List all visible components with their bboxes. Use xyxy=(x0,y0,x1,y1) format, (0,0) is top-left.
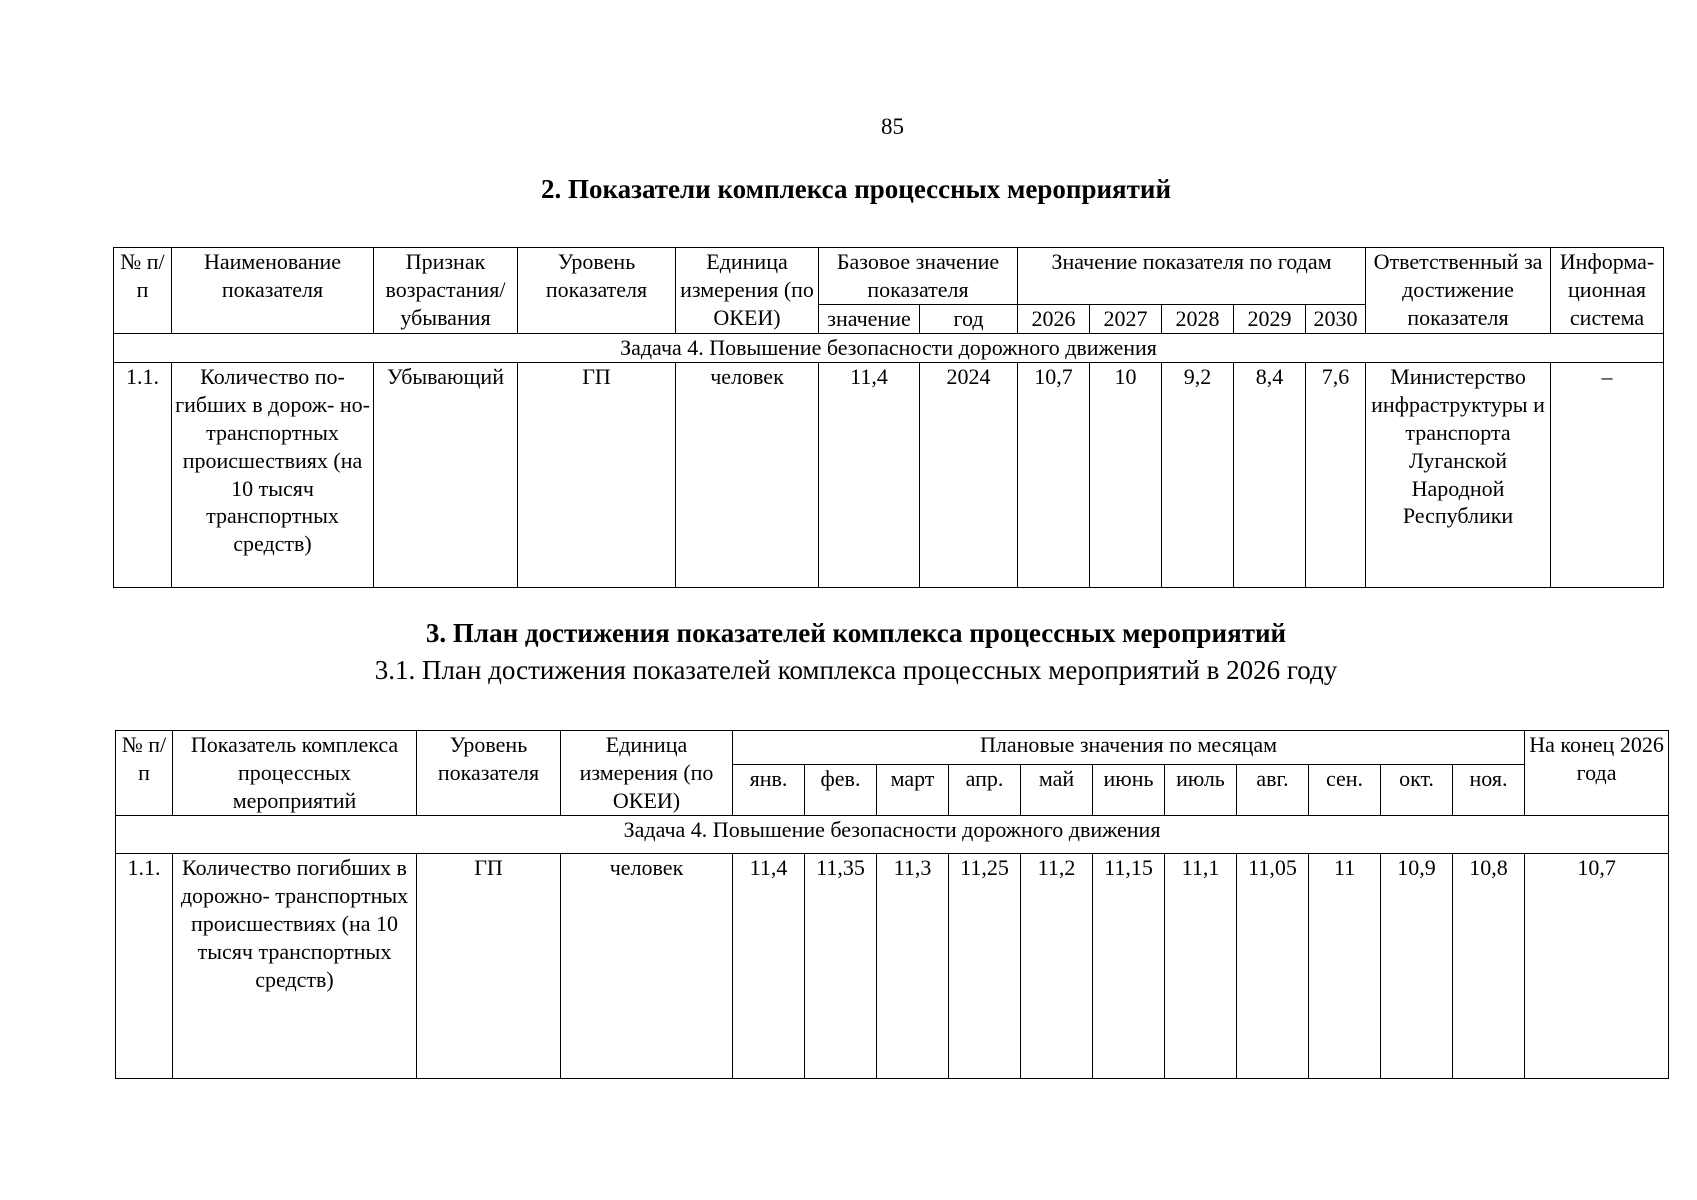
row-base-year: 2024 xyxy=(920,362,1018,587)
header-year: 2027 xyxy=(1090,304,1162,333)
row-num: 1.1. xyxy=(114,362,172,587)
header-level: Уровень показателя xyxy=(417,731,561,816)
task-row: Задача 4. Повышение безопасности дорожного движения xyxy=(114,333,1664,362)
row-year-value: 9,2 xyxy=(1162,362,1234,587)
indicators-table xyxy=(113,247,1664,588)
header-by-years: Значение показателя по годам xyxy=(1018,248,1366,305)
header-month: авг. xyxy=(1237,765,1309,815)
header-month: июль xyxy=(1165,765,1237,815)
header-num: № п/п xyxy=(114,248,172,334)
header-month: янв. xyxy=(733,765,805,815)
row-year-value: 10 xyxy=(1090,362,1162,587)
header-num: № п/п xyxy=(116,731,173,816)
header-month: ноя. xyxy=(1453,765,1525,815)
header-month: фев. xyxy=(805,765,877,815)
row-month-value: 11 xyxy=(1309,853,1381,1078)
row-month-value: 11,3 xyxy=(877,853,949,1078)
row-unit: человек xyxy=(561,853,733,1078)
header-month: сен. xyxy=(1309,765,1381,815)
header-month: март xyxy=(877,765,949,815)
header-year: 2028 xyxy=(1162,304,1234,333)
header-year: 2026 xyxy=(1018,304,1090,333)
header-month: май xyxy=(1021,765,1093,815)
header-month: апр. xyxy=(949,765,1021,815)
section2-title: 2. Показатели комплекса процессных мероприятий xyxy=(540,174,1172,204)
row-month-value: 11,25 xyxy=(949,853,1021,1078)
header-month: июнь xyxy=(1093,765,1165,815)
row-indicator-name: Количество погибших в дорожно- транспортных происшествиях (на 10 тысяч транспортных средств) xyxy=(173,853,417,1078)
row-year-value: 8,4 xyxy=(1234,362,1306,587)
row-year-value: 10,7 xyxy=(1018,362,1090,587)
task-row: Задача 4. Повышение безопасности дорожного движения xyxy=(116,815,1669,853)
row-unit: человек xyxy=(676,362,819,587)
header-name: Наименование показателя xyxy=(172,248,374,334)
page-number: 85 xyxy=(881,114,904,139)
row-trend: Убывающий xyxy=(374,362,518,587)
row-month-value: 11,35 xyxy=(805,853,877,1078)
plan-table xyxy=(115,730,1669,1079)
header-unit: Единица измерения (по ОКЕИ) xyxy=(561,731,733,816)
row-level: ГП xyxy=(518,362,676,587)
header-end: На конец 2026 года xyxy=(1525,731,1669,816)
row-info-system: – xyxy=(1551,362,1664,587)
header-base-year: год xyxy=(920,304,1018,333)
header-responsible: Ответственный за достижение показателя xyxy=(1366,248,1551,334)
row-month-value: 11,4 xyxy=(733,853,805,1078)
row-month-value: 11,15 xyxy=(1093,853,1165,1078)
section3-title: 3. План достижения показателей комплекса процессных мероприятий xyxy=(425,618,1287,648)
header-unit: Единица измерения (по ОКЕИ) xyxy=(676,248,819,334)
header-info-system: Информа- ционная система xyxy=(1551,248,1664,334)
row-num: 1.1. xyxy=(116,853,173,1078)
row-level: ГП xyxy=(417,853,561,1078)
header-year: 2030 xyxy=(1306,304,1366,333)
header-base-value: значение xyxy=(819,304,920,333)
section3-subtitle: 3.1. План достижения показателей комплекса процессных мероприятий в 2026 году xyxy=(374,655,1338,685)
row-month-value: 10,8 xyxy=(1453,853,1525,1078)
row-end-value: 10,7 xyxy=(1525,853,1669,1078)
header-base: Базовое значение показателя xyxy=(819,248,1018,305)
header-level: Уровень показателя xyxy=(518,248,676,334)
row-month-value: 11,2 xyxy=(1021,853,1093,1078)
header-trend: Признак возрастания/ убывания xyxy=(374,248,518,334)
row-month-value: 10,9 xyxy=(1381,853,1453,1078)
row-responsible: Министерство инфраструктуры и транспорта Луганской Народной Республики xyxy=(1366,362,1551,587)
header-year: 2029 xyxy=(1234,304,1306,333)
row-base-value: 11,4 xyxy=(819,362,920,587)
header-name: Показатель комплекса процессных мероприятий xyxy=(173,731,417,816)
row-month-value: 11,05 xyxy=(1237,853,1309,1078)
header-month: окт. xyxy=(1381,765,1453,815)
row-month-value: 11,1 xyxy=(1165,853,1237,1078)
row-indicator-name: Количество по- гибших в дорож- но-транспортных происшествиях (на 10 тысяч транспортных средств) xyxy=(172,362,374,587)
header-monthly: Плановые значения по месяцам xyxy=(733,731,1525,765)
row-year-value: 7,6 xyxy=(1306,362,1366,587)
